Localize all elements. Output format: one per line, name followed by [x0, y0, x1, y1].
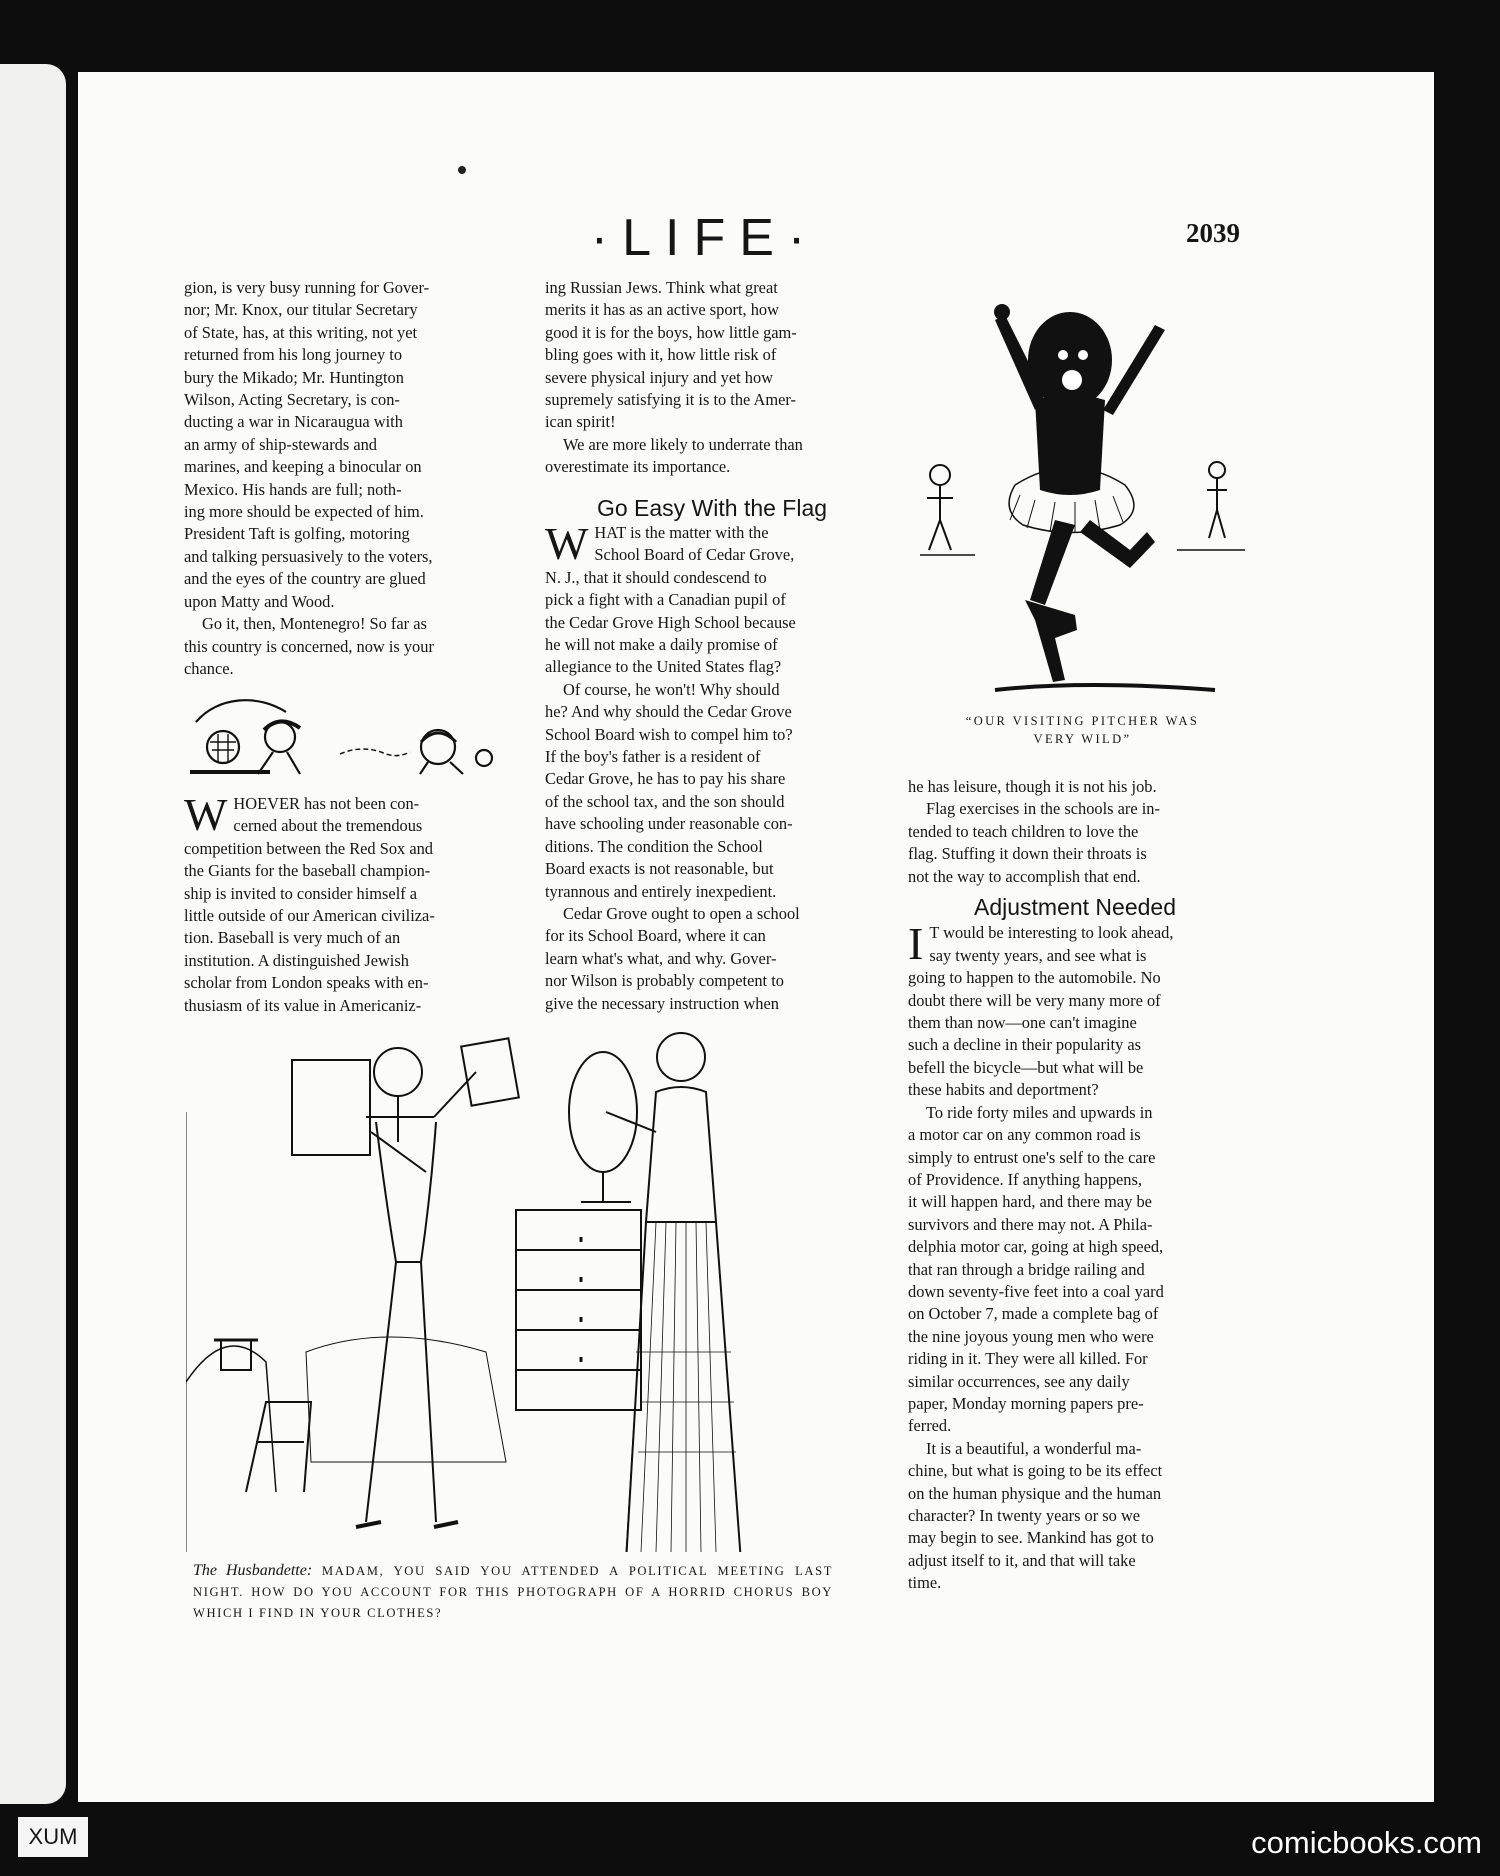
column-1-bottom [184, 789, 516, 1017]
archive-badge: XUM [18, 1817, 88, 1857]
article-paragraph: We are more likely to underrate than overestimate its importance. [545, 434, 803, 477]
baseball-sketch-illustration [188, 692, 513, 778]
article-paragraph: Cedar Grove ought to open a school for its School Board, where it can learn what's what, and why. Gover- nor Wilson is probably competent to give the necessary instruction when [545, 903, 800, 1013]
caption-speaker: The Husbandette: [193, 1562, 313, 1579]
section-heading: Go Easy With the Flag [596, 495, 828, 521]
column-1-top [184, 277, 516, 680]
column-3 [908, 776, 1242, 1595]
caption-text: MADAM, YOU SAID YOU ATTENDED A POLITICAL MEETING LAST NIGHT. HOW DO YOU ACCOUNT FOR THIS PHOTOGRAPH OF A HORRID CHORUS BOY WHICH I FIND IN YOUR CLOTHES? [193, 1564, 834, 1620]
column-2-flag-article [545, 518, 879, 1015]
cartoon-caption: “OUR VISITING PITCHER WAS VERY WILD” [965, 714, 1200, 746]
article-paragraph: gion, is very busy running for Gover- nor; Mr. Knox, our titular Secretary of State, has, at this writing, not yet returned from his long journey to bury the Mikado; Mr. Huntington Wilson, Acting Secretary, is con- ducting a war in Nicaraugua with an army of ship-stewards and marines, and keeping a binocular on Mexico. His hands are full; noth- ing more should be expected of him. President Taft is golfing, motoring and talking persuasively to the voters, and the eyes of the country are glued upon Matty and Wood. [184, 278, 433, 611]
article-paragraph: ing Russian Jews. Think what great merits it has as an active sport, how good it is for the boys, how little gam- bling goes with it, how little risk of severe physical injury and yet how supremely satisfying it is to the Amer- ican spirit! [545, 278, 797, 432]
section-heading-flag-wrapper [545, 489, 879, 523]
husbandette-cartoon-illustration [186, 1022, 891, 1552]
article-paragraph: T would be interesting to look ahead, say twenty years, and see what is going to happen to the automobile. No doubt there will be very many more of them than now—one can't imagine such a decline in their popularity as befell the bicycle—but what will be these habits and deportment? [908, 923, 1174, 1100]
drop-cap: W [184, 789, 228, 840]
article-paragraph: Flag exercises in the schools are in- tended to teach children to love the flag. Stuffing it down their throats is not the way to accomplish that end. [908, 799, 1160, 886]
site-watermark: comicbooks.com [1251, 1825, 1482, 1860]
article-paragraph: HAT is the matter with the School Board of Cedar Grove, N. J., that it should condescend to pick a fight with a Canadian pupil of the Cedar Grove High School because he will not make a daily promise of allegiance to the United States flag? [545, 523, 796, 677]
drop-cap: W [545, 518, 589, 569]
facing-page-edge [0, 64, 66, 1804]
article-paragraph: Go it, then, Montenegro! So far as this country is concerned, now is your chance. [184, 614, 434, 678]
section-heading: Adjustment Needed [973, 894, 1176, 921]
column-2-top [545, 277, 879, 479]
article-paragraph: he has leisure, though it is not his job. [908, 777, 1157, 796]
print-mark [458, 166, 466, 174]
masthead-title: ·LIFE· [590, 209, 820, 267]
article-paragraph: To ride forty miles and upwards in a motor car on any common road is simply to entrust one's self to the care of Providence. If anything happens, it will happen hard, and there may be survivors and there may not. A Phila- delphia motor car, going at high speed, that ran through a bridge railing and down seventy-five feet into a coal yard on October 7, made a complete bag of the nine joyous young men who were riding in it. They were all killed. For similar occurrences, see any daily paper, Monday morning papers pre- ferred. [908, 1102, 1164, 1436]
article-paragraph: Of course, he won't! Why should he? And why should the Cedar Grove School Board wish to compel him to? If the boy's father is a resident of Cedar Grove, he has to pay his share of the school tax, and the son should have schooling under reasonable con- ditions. The condition the School Board exacts is not reasonable, but tyrannous and entirely inexpedient. [545, 679, 793, 901]
article-paragraph: HOEVER has not been con- cerned about the tremendous competition between the Red Sox and the Giants for the baseball champion- ship is invited to consider himself a little outside of our American civiliza- tion. Baseball is very much of an institution. A distinguished Jewish scholar from London speaks with en- thusiasm of its value in Americaniz- [184, 794, 435, 1015]
article-paragraph: It is a beautiful, a wonderful ma- chine, but what is going to be its effect on the human physique and the human character? In twenty years or so we may begin to see. Mankind has got to adjust itself to it, and that will take time. [908, 1438, 1163, 1593]
drop-cap: I [908, 918, 924, 970]
pitcher-cartoon-illustration [915, 270, 1250, 695]
cartoon-caption [193, 1560, 833, 1624]
page-number: 2039 [1186, 218, 1240, 248]
